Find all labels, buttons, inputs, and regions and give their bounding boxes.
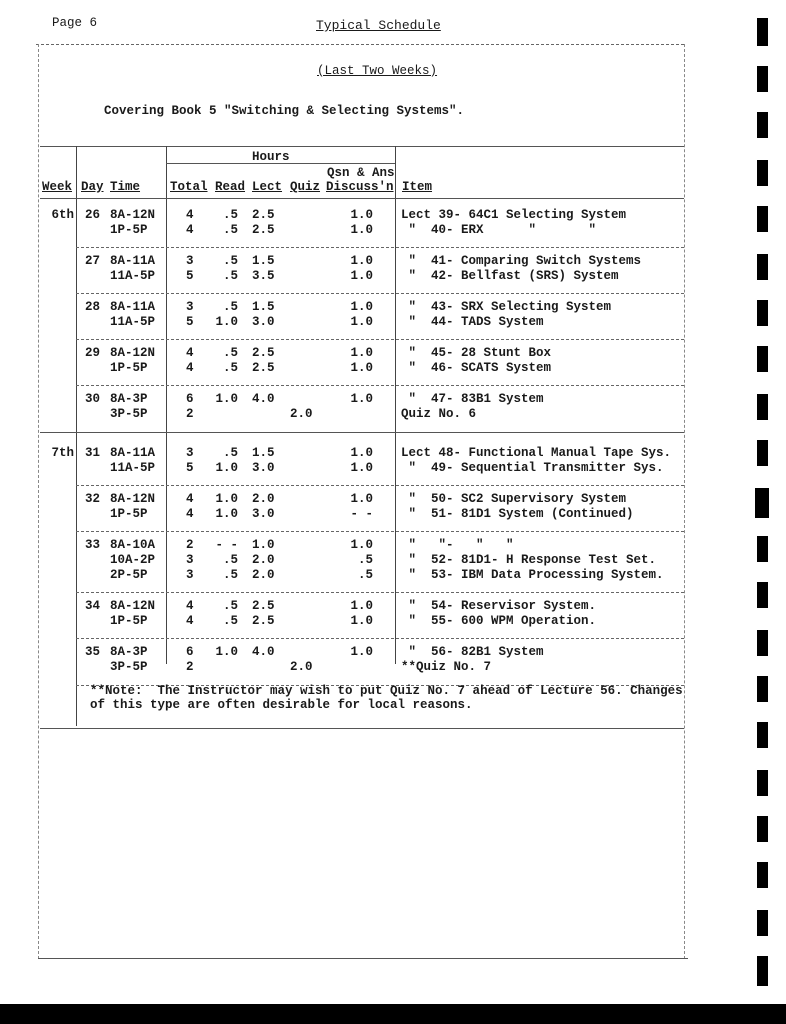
cell-read: 1.0 bbox=[215, 492, 238, 506]
cell-item: Lect 48- Functional Manual Tape Sys. bbox=[401, 446, 672, 460]
cell-quiz: 2.0 bbox=[290, 407, 313, 421]
day-number: 32 bbox=[84, 492, 100, 506]
binder-mark bbox=[757, 770, 768, 796]
binder-mark bbox=[757, 18, 768, 46]
day-number: 30 bbox=[84, 392, 100, 406]
cell-total: 6 bbox=[186, 392, 194, 406]
binder-mark bbox=[757, 300, 768, 326]
cell-item: " "- " " bbox=[401, 538, 514, 552]
cell-item: " 47- 83B1 System bbox=[401, 392, 544, 406]
cell-time: 11A-5P bbox=[110, 315, 156, 329]
header-total: Total bbox=[170, 180, 208, 194]
cell-lect: 2.0 bbox=[252, 553, 275, 567]
cell-disc: 1.0 bbox=[350, 346, 373, 360]
cell-read: .5 bbox=[222, 599, 238, 613]
cell-total: 4 bbox=[186, 507, 194, 521]
cell-total: 3 bbox=[186, 553, 194, 567]
cell-item: " 46- SCATS System bbox=[401, 361, 552, 375]
cell-read: 1.0 bbox=[215, 645, 238, 659]
binder-mark bbox=[757, 722, 768, 748]
cell-item: Quiz No. 6 bbox=[401, 407, 477, 421]
cell-total: 4 bbox=[186, 599, 194, 613]
header-bottom-line bbox=[40, 198, 684, 199]
day-number: 34 bbox=[84, 599, 100, 613]
cell-time: 8A-3P bbox=[110, 392, 148, 406]
day-number: 27 bbox=[84, 254, 100, 268]
col-divider-discuss bbox=[395, 146, 396, 664]
header-quiz: Quiz bbox=[290, 180, 321, 194]
cell-lect: 2.5 bbox=[252, 208, 275, 222]
day-divider-line bbox=[76, 638, 684, 639]
scan-bottom-edge bbox=[0, 1004, 786, 1024]
cell-total: 3 bbox=[186, 300, 194, 314]
cell-disc: 1.0 bbox=[350, 538, 373, 552]
day-divider-line bbox=[76, 385, 684, 386]
cell-time: 11A-5P bbox=[110, 461, 156, 475]
binder-mark bbox=[757, 66, 768, 92]
day-divider-line bbox=[76, 339, 684, 340]
cell-read: .5 bbox=[222, 346, 238, 360]
cell-item: " 53- IBM Data Processing System. bbox=[401, 568, 664, 582]
header-week: Week bbox=[42, 180, 73, 194]
cell-disc: 1.0 bbox=[350, 223, 373, 237]
cell-time: 2P-5P bbox=[110, 568, 148, 582]
note-line-2: of this type are often desirable for local reasons. bbox=[90, 698, 473, 712]
frame-top bbox=[36, 44, 684, 45]
covering-text: Covering Book 5 "Switching & Selecting Systems". bbox=[104, 104, 465, 118]
cell-lect: 3.0 bbox=[252, 315, 275, 329]
cell-item: " 55- 600 WPM Operation. bbox=[401, 614, 597, 628]
cell-lect: 1.5 bbox=[252, 446, 275, 460]
cell-lect: 2.5 bbox=[252, 614, 275, 628]
cell-disc: .5 bbox=[357, 568, 373, 582]
cell-disc: 1.0 bbox=[350, 361, 373, 375]
cell-quiz: 2.0 bbox=[290, 660, 313, 674]
header-day: Day bbox=[81, 180, 104, 194]
cell-item: " 42- Bellfast (SRS) System bbox=[401, 269, 619, 283]
binder-mark bbox=[757, 536, 768, 562]
cell-disc: 1.0 bbox=[350, 315, 373, 329]
binder-mark bbox=[757, 254, 768, 280]
cell-disc: 1.0 bbox=[350, 645, 373, 659]
cell-item: " 44- TADS System bbox=[401, 315, 544, 329]
cell-time: 10A-2P bbox=[110, 553, 156, 567]
binder-mark bbox=[755, 488, 769, 518]
cell-total: 6 bbox=[186, 645, 194, 659]
cell-item: " 56- 82B1 System bbox=[401, 645, 544, 659]
cell-lect: 2.5 bbox=[252, 361, 275, 375]
cell-lect: 1.0 bbox=[252, 538, 275, 552]
cell-time: 1P-5P bbox=[110, 614, 148, 628]
cell-disc: 1.0 bbox=[350, 254, 373, 268]
cell-read: - - bbox=[215, 538, 238, 552]
binder-mark bbox=[757, 112, 768, 138]
cell-lect: 2.5 bbox=[252, 346, 275, 360]
binder-mark bbox=[757, 346, 768, 372]
cell-lect: 3.0 bbox=[252, 461, 275, 475]
cell-total: 2 bbox=[186, 407, 194, 421]
cell-item: **Quiz No. 7 bbox=[401, 660, 492, 674]
cell-item: " 52- 81D1- H Response Test Set. bbox=[401, 553, 657, 567]
header-lect: Lect bbox=[252, 180, 283, 194]
table-top-line bbox=[40, 146, 684, 147]
cell-time: 3P-5P bbox=[110, 660, 148, 674]
page-number: Page 6 bbox=[52, 16, 98, 30]
cell-item: Lect 39- 64C1 Selecting System bbox=[401, 208, 627, 222]
cell-read: .5 bbox=[222, 300, 238, 314]
cell-read: .5 bbox=[222, 446, 238, 460]
week-divider-line bbox=[40, 432, 684, 433]
cell-total: 3 bbox=[186, 254, 194, 268]
cell-total: 3 bbox=[186, 568, 194, 582]
cell-read: .5 bbox=[222, 614, 238, 628]
cell-disc: .5 bbox=[357, 553, 373, 567]
cell-read: .5 bbox=[222, 269, 238, 283]
cell-lect: 2.0 bbox=[252, 492, 275, 506]
cell-time: 8A-12N bbox=[110, 492, 156, 506]
cell-time: 8A-11A bbox=[110, 446, 156, 460]
cell-disc: 1.0 bbox=[350, 614, 373, 628]
day-divider-line bbox=[76, 247, 684, 248]
cell-total: 2 bbox=[186, 538, 194, 552]
week-label: 6th bbox=[51, 208, 74, 222]
day-divider-line bbox=[76, 293, 684, 294]
binder-mark bbox=[757, 956, 768, 986]
cell-time: 8A-3P bbox=[110, 645, 148, 659]
frame-right bbox=[684, 44, 685, 959]
cell-item: " 54- Reservisor System. bbox=[401, 599, 597, 613]
cell-read: .5 bbox=[222, 254, 238, 268]
cell-time: 1P-5P bbox=[110, 507, 148, 521]
cell-read: .5 bbox=[222, 553, 238, 567]
day-divider-line bbox=[76, 531, 684, 532]
cell-total: 4 bbox=[186, 614, 194, 628]
note-line-1: **Note: The Instructor may wish to put Quiz No. 7 ahead of Lecture 56. Changes bbox=[90, 684, 683, 698]
cell-item: " 43- SRX Selecting System bbox=[401, 300, 612, 314]
note-bottom-line bbox=[40, 728, 684, 729]
header-time: Time bbox=[110, 180, 141, 194]
cell-time: 8A-10A bbox=[110, 538, 156, 552]
cell-lect: 1.5 bbox=[252, 254, 275, 268]
binder-mark bbox=[757, 676, 768, 702]
cell-item: " 40- ERX " " bbox=[401, 223, 597, 237]
header-qsn: Qsn & Ans bbox=[327, 166, 395, 180]
cell-item: " 45- 28 Stunt Box bbox=[401, 346, 552, 360]
cell-time: 8A-11A bbox=[110, 254, 156, 268]
binder-mark bbox=[757, 910, 768, 936]
cell-disc: 1.0 bbox=[350, 392, 373, 406]
cell-read: 1.0 bbox=[215, 315, 238, 329]
schedule-subtitle: (Last Two Weeks) bbox=[317, 64, 438, 78]
cell-read: .5 bbox=[222, 208, 238, 222]
col-divider-time bbox=[166, 146, 167, 664]
binder-mark bbox=[757, 630, 768, 656]
cell-time: 8A-12N bbox=[110, 346, 156, 360]
cell-item: " 41- Comparing Switch Systems bbox=[401, 254, 642, 268]
cell-total: 5 bbox=[186, 269, 194, 283]
day-number: 31 bbox=[84, 446, 100, 460]
cell-total: 4 bbox=[186, 492, 194, 506]
day-number: 35 bbox=[84, 645, 100, 659]
cell-disc: 1.0 bbox=[350, 300, 373, 314]
cell-lect: 3.5 bbox=[252, 269, 275, 283]
week-label: 7th bbox=[51, 446, 74, 460]
binder-mark bbox=[757, 582, 768, 608]
day-number: 29 bbox=[84, 346, 100, 360]
header-read: Read bbox=[215, 180, 246, 194]
cell-lect: 4.0 bbox=[252, 645, 275, 659]
cell-disc: 1.0 bbox=[350, 492, 373, 506]
cell-total: 4 bbox=[186, 346, 194, 360]
cell-time: 11A-5P bbox=[110, 269, 156, 283]
cell-read: 1.0 bbox=[215, 461, 238, 475]
header-hours: Hours bbox=[252, 150, 290, 164]
cell-total: 5 bbox=[186, 315, 194, 329]
day-number: 33 bbox=[84, 538, 100, 552]
cell-time: 3P-5P bbox=[110, 407, 148, 421]
binder-mark bbox=[757, 206, 768, 232]
cell-read: 1.0 bbox=[215, 507, 238, 521]
cell-total: 4 bbox=[186, 223, 194, 237]
cell-lect: 3.0 bbox=[252, 507, 275, 521]
cell-lect: 2.5 bbox=[252, 223, 275, 237]
cell-disc: 1.0 bbox=[350, 446, 373, 460]
cell-total: 5 bbox=[186, 461, 194, 475]
cell-time: 8A-12N bbox=[110, 599, 156, 613]
day-number: 26 bbox=[84, 208, 100, 222]
col-divider-week bbox=[76, 146, 77, 726]
cell-time: 1P-5P bbox=[110, 223, 148, 237]
cell-total: 4 bbox=[186, 208, 194, 222]
cell-disc: 1.0 bbox=[350, 208, 373, 222]
day-divider-line bbox=[76, 592, 684, 593]
cell-time: 8A-11A bbox=[110, 300, 156, 314]
cell-lect: 2.0 bbox=[252, 568, 275, 582]
binder-mark bbox=[757, 160, 768, 186]
cell-time: 1P-5P bbox=[110, 361, 148, 375]
cell-disc: 1.0 bbox=[350, 461, 373, 475]
binder-mark bbox=[757, 394, 768, 420]
cell-total: 3 bbox=[186, 446, 194, 460]
binder-mark bbox=[757, 862, 768, 888]
header-item: Item bbox=[402, 180, 433, 194]
cell-total: 4 bbox=[186, 361, 194, 375]
cell-read: .5 bbox=[222, 361, 238, 375]
cell-time: 8A-12N bbox=[110, 208, 156, 222]
cell-read: .5 bbox=[222, 223, 238, 237]
header-discuss: Discuss'n bbox=[326, 180, 394, 194]
frame-bottom bbox=[38, 958, 688, 959]
cell-disc: - - bbox=[350, 507, 373, 521]
cell-disc: 1.0 bbox=[350, 599, 373, 613]
binder-mark bbox=[757, 816, 768, 842]
day-divider-line bbox=[76, 485, 684, 486]
page-title: Typical Schedule bbox=[316, 18, 441, 33]
cell-item: " 49- Sequential Transmitter Sys. bbox=[401, 461, 664, 475]
cell-item: " 50- SC2 Supervisory System bbox=[401, 492, 627, 506]
cell-lect: 2.5 bbox=[252, 599, 275, 613]
cell-lect: 4.0 bbox=[252, 392, 275, 406]
frame-left bbox=[38, 44, 39, 959]
cell-lect: 1.5 bbox=[252, 300, 275, 314]
cell-read: 1.0 bbox=[215, 392, 238, 406]
day-number: 28 bbox=[84, 300, 100, 314]
cell-disc: 1.0 bbox=[350, 269, 373, 283]
binder-mark bbox=[757, 440, 768, 466]
cell-item: " 51- 81D1 System (Continued) bbox=[401, 507, 634, 521]
cell-total: 2 bbox=[186, 660, 194, 674]
cell-read: .5 bbox=[222, 568, 238, 582]
